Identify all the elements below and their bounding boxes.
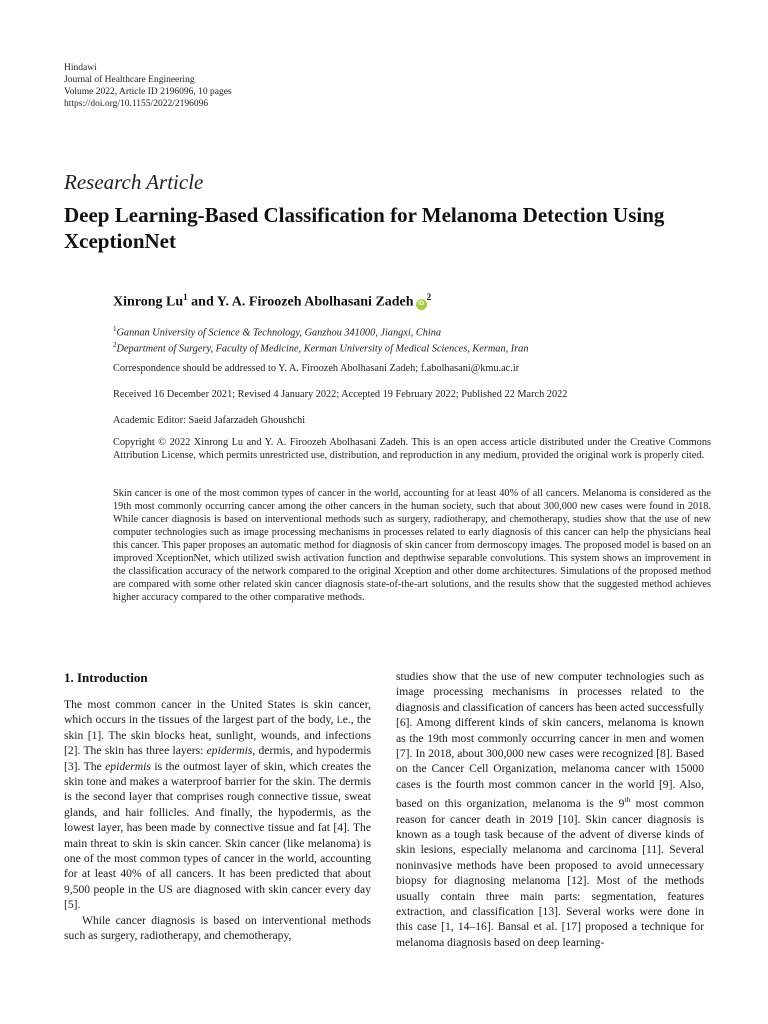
affiliations [113, 323, 711, 356]
text-run: , dermis, and hypodermis [3]. The [64, 744, 372, 773]
affiliation-text: Department of Surgery, Faculty of Medicine, Kerman University of Medical Sciences, Kerman, Iran [116, 343, 529, 355]
affiliation-marker: 1 [183, 292, 188, 302]
affiliation-number: 2 [113, 341, 117, 350]
affiliation-item [113, 323, 711, 339]
copyright-notice: Copyright © 2022 Xinrong Lu and Y. A. Firoozeh Abolhasani Zadeh. This is an open access article distributed under the Creative Commons Attribution License, which permits unrestricted use, distribution, and reproduction in any medium, provided the original work is properly cited. [113, 437, 711, 461]
academic-editor: Academic Editor: Saeid Jafarzadeh Ghoushchi [113, 415, 306, 426]
affiliation-number: 1 [113, 325, 117, 333]
doi-link[interactable]: https://doi.org/10.1155/2022/2196096 [64, 99, 209, 109]
paper-title: Deep Learning-Based Classification for Melanoma Detection Using XceptionNet [64, 203, 665, 253]
text-run: The most common cancer in the United States is skin cancer, which occurs in the tissues of the largest part of the body, i.e., the skin [1]. The skin blocks heat, sunlight, wounds, and infections [2]. The skin has three layers: [64, 698, 371, 758]
body-column-right [396, 669, 704, 950]
body-paragraph [396, 669, 704, 950]
text-run: most common reason for cancer death in 2019 [10]. Skin cancer diagnosis is known as a tough task because of the advent of diverse kinds of skin lesions, especially melanoma and carcinoma [11]. Several noninvasive methods have been proposed to avoid unnecessary biopsy for diagnosing melanoma [12]. Most of the methods usually contain three main parts: segmentation, features extraction, and classification [13]. Several works were done in this case [1, 14–16]. Bansal et al. [17] proposed a technique for melanoma diagnosis based on deep learning- [396, 797, 704, 949]
author-conjunction: and [187, 294, 217, 310]
publication-dates: Received 16 December 2021; Revised 4 January 2022; Accepted 19 February 2022; Published 22 March 2022 [113, 389, 568, 400]
author-name[interactable]: Xinrong Lu [113, 294, 184, 310]
emphasis: epidermis [206, 744, 253, 758]
affiliation-text: Gannan University of Science & Technology, Ganzhou 341000, Jiangxi, China [116, 327, 442, 339]
abstract: Skin cancer is one of the most common types of cancer in the world, accounting for at least 40% of all cancers. Melanoma is considered as the 19th most commonly occurring cancer among the other cancers in the human society, such that about 300,000 new cases were found in 2018. While cancer diagnosis is based on interventional methods such as surgery, radiotherapy, and chemotherapy, studies show that the use of new computer technologies such as image processing mechanisms in processes related to early diagnosis of this cancer can help the physicians heal this cancer. This paper proposes an automatic method for diagnosis of skin cancer from dermoscopy images. The proposed model is based on an improved XceptionNet, which utilized swish activation function and depthwise separable convolutions. This system shows an improvement in the classification accuracy of the network compared to the original Xception and other dome architectures. Simulations of the proposed method are compared with some other related skin cancer diagnosis state-of-the-art solutions, and the results show that the suggested method achieves higher accuracy compared to the other comparative methods. [113, 488, 711, 603]
correspondence: Correspondence should be addressed to Y. A. Firoozeh Abolhasani Zadeh; f.abolhasani@kmu.ac.ir [113, 363, 520, 374]
emphasis: epidermis [105, 759, 151, 773]
article-type: Research Article [64, 170, 204, 194]
text-run: is the outmost layer of skin, which creates the skin tone and makes a waterproof barrier for the skin. The dermis is the second layer that comprises rough connective tissue, sweat glands, and hair follicles. And finally, the hypodermis, as the lowest layer, has been made by connective tissue and fat [4]. The main threat to skin is skin cancer. Skin cancer (like melanoma) is one of the most common types of cancer in the world, accounting for at least 40% of all cancers. It has been predicted that about 9,500 people in the US are diagnosed with skin cancer every day [5]. [64, 759, 372, 912]
superscript: th [624, 795, 631, 805]
body-paragraph [64, 697, 371, 913]
journal-header [64, 62, 232, 110]
text-run: studies show that the use of new computer technologies such as image processing mechanisms in processes related to the diagnosis and classification of cancers has been acted successfully [6]. Among different kinds of skin cancers, melanoma is known as the 19th most commonly occurring cancer in men and women [7]. In 2018, about 300,000 new cases were recognized [8]. Based on the Cancer Cell Organization, melanoma cancer with 15000 cases is the fourth most common cancer in the world [9]. Also, based on this organization, melanoma is the 9 [396, 670, 704, 811]
section-heading: 1. Introduction [64, 670, 148, 685]
body-paragraph: While cancer diagnosis is based on interventional methods such as surgery, radiotherapy, and chemotherapy, [64, 913, 371, 943]
orcid-icon[interactable]: iD [416, 299, 427, 310]
author-name[interactable]: Y. A. Firoozeh Abolhasani Zadeh [216, 294, 414, 310]
affiliation-item [113, 339, 711, 355]
affiliation-marker: 2 [426, 292, 432, 302]
publisher-name: Hindawi [64, 63, 97, 73]
body-column-left [64, 697, 371, 944]
journal-name: Journal of Healthcare Engineering [64, 75, 195, 85]
volume-info: Volume 2022, Article ID 2196096, 10 pages [64, 87, 232, 97]
author-list [113, 292, 431, 311]
